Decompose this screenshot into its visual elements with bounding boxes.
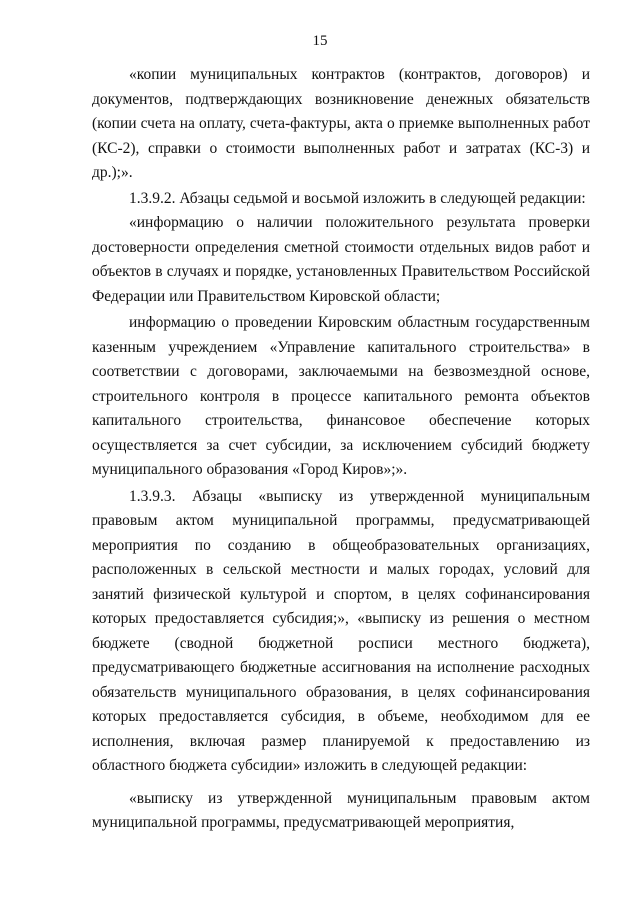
paragraph-estimate-verification: «информацию о наличии положительного результата проверки достоверности определения сметной стоимости отдельных видов работ и объектов в случаях и порядке, установленных Правительством Российской Федерации или Правительством Кировской области; xyxy=(92,214,590,305)
paragraph-contract-copies: «копии муниципальных контрактов (контрактов, договоров) и документов, подтверждающих возникновение денежных обязательств (копии счета на оплату, счета-фактуры, акта о приемке выполненных работ (КС-2), справки о стоимости выполненных работ и затратах (КС-3) и др.);». xyxy=(92,66,590,181)
paragraph-program-extract: «выписку из утвержденной муниципальным правовым актом муниципальной программы, предусматривающей мероприятия, xyxy=(92,789,590,831)
paragraph-item-1-3-9-2: 1.3.9.2. Абзацы седьмой и восьмой изложить в следующей редакции: xyxy=(129,189,586,207)
page-number: 15 xyxy=(312,33,328,49)
paragraph-item-1-3-9-3: 1.3.9.3. Абзацы «выписку из утвержденной муниципальным правовым актом муниципальной программы, предусматривающей мероприятия по созданию в общеобразовательных организациях, расположенных в сельской местности и малых городах, условий для занятий физической культурой и спортом, в целях софинансирования которых предоставляется субсидия;», «выписку из решения о местном бюджете (сводной бюджетной росписи местного бюджета), предусматривающего бюджетные ассигнования на исполнение расходных обязательств муниципального образования, в целях софинансирования которых предоставляется субсидия, в объеме, необходимом для ее исполнения, включая размер планируемой к предоставлению из областного бюджета субсидии» изложить в следующей редакции: xyxy=(92,487,590,774)
document-body xyxy=(92,63,590,836)
paragraph-construction-control: информацию о проведении Кировским областным государственным казенным учреждением «Управление капитального строительства» в соответствии с договорами, заключаемыми на безвозмездной основе, строительного контроля в процессе капитального ремонта объектов капитального строительства, финансовое обеспечение которых осуществляется за счет субсидии, за исключением субсидий бюджету муниципального образования «Город Киров»;». xyxy=(92,314,590,478)
